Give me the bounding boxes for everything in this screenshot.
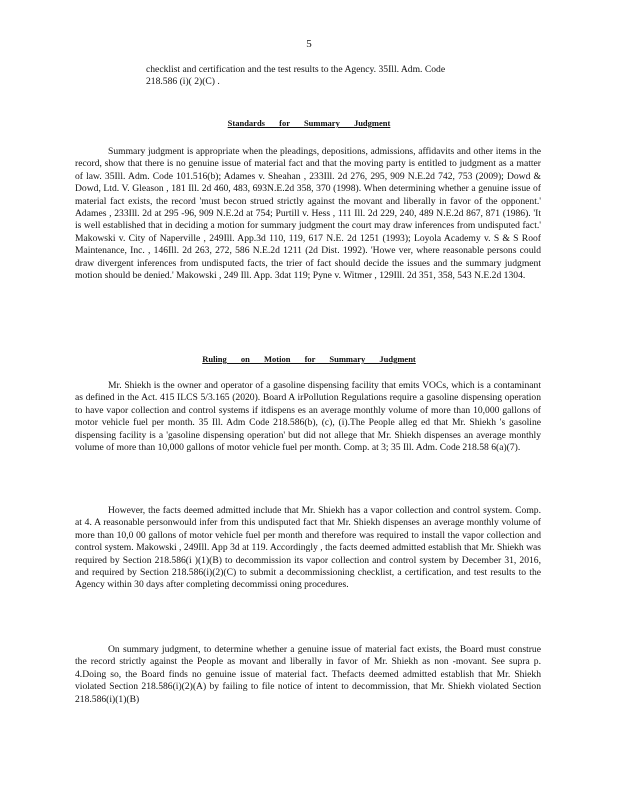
section-heading-standards [0,118,618,128]
section-heading-ruling [0,354,618,364]
paragraph-ruling-3: On summary judgment, to determine whether a genuine issue of material fact exists, the Board must construe the record strictly against the People as movant and liberally in favor of Mr. Shiekh as non -movant. See supra p. 4.Doing so, the Board finds no genuine issue of material fact. Thefacts deemed admitted establish that Mr. Shiekh violated Section 218.586(i)(2)(A) by failing to file notice of intent to decommission, that Mr. Shiekh violated Section 218.586(i)(1)(B) [75,644,541,705]
intro-paragraph: checklist and certification and the test results to the Agency. 35Ill. Adm. Code 218.586 (i)( 2)(C) . [146,64,446,88]
paragraph-ruling-2: However, the facts deemed admitted include that Mr. Shiekh has a vapor collection and control system. Comp. at 4. A reasonable personwould infer from this undisputed fact that Mr. Shiekh dispenses an average monthly volume of more than 10,0 00 gallons of motor vehicle fuel per month and therefore was required to install the vapor collection and control system. Makowski , 249Ill. App 3d at 119. Accordingly , the facts deemed admitted establish that Mr. Shiekh was required by Section 218.586(i )(1)(B) to decommission its vapor collection and control system by December 31, 2016, and required by Section 218.586(i)(2)(C) to submit a decommissioning checklist, a certification, and test results to the Agency within 30 days after completing decommissi oning procedures. [75,505,541,591]
paragraph-ruling-1: Mr. Shiekh is the owner and operator of a gasoline dispensing facility that emits VOCs, which is a contaminant as defined in the Act. 415 ILCS 5/3.165 (2020). Board A irPollution Regulations require a gasoline dispensing operation to have vapor collection and control systems if itdispens es an average monthly volume of more than 10,000 gallons of motor vehicle fuel per month. 35 Ill. Adm Code 218.586(b), (c), (i).The People alleg ed that Mr. Shiekh 's gasoline dispensing facility is a 'gasoline dispensing operation' but did not allege that Mr. Shiekh dispenses an average monthly volume of more than 10,000 gallons of motor vehicle fuel per month. Comp. at 3; 35 Ill. Adm. Code 218.58 6(a)(7). [75,380,541,454]
page-number: 5 [306,38,312,50]
heading-text: Ruling on Motion for Summary Judgment [202,354,416,364]
heading-text: Standards for Summary Judgment [227,118,391,128]
paragraph-standards: Summary judgment is appropriate when the pleadings, depositions, admissions, affidavits and other items in the record, show that there is no genuine issue of material fact and that the moving party is entitled to judgment as a matter of law. 35Ill. Adm. Code 101.516(b); Adames v. Sheahan , 233Ill. 2d 276, 295, 909 N.E.2d 742, 753 (2009); Dowd & Dowd, Ltd. V. Gleason , 181 Ill. 2d 460, 483, 693N.E.2d 358, 370 (1998). When determining whether a genuine issue of material fact exists, the record 'must becon strued strictly against the movant and liberally in favor of the opponent.' Adames , 233Ill. 2d at 295 -96, 909 N.E.2d at 754; Purtill v. Hess , 111 Ill. 2d 229, 240, 489 N.E.2d 867, 871 (1986). 'It is well established that in deciding a motion for summary judgment the court may draw inferences from undisputed fact.' Makowski v. City of Naperville , 249Ill. App.3d 110, 119, 617 N.E. 2d 1251 (1993); Loyola Academy v. S & S Roof Maintenance, Inc. , 146Ill. 2d 263, 272, 586 N.E.2d 1211 (2d Dist. 1992). 'Howe ver, where reasonable persons could draw divergent inferences from undisputed facts, the trier of fact should decide the issues and the summary judgment motion should be denied.' Makowski , 249 Ill. App. 3dat 119; Pyne v. Witmer , 129Ill. 2d 351, 358, 543 N.E.2d 1304. [75,146,541,282]
